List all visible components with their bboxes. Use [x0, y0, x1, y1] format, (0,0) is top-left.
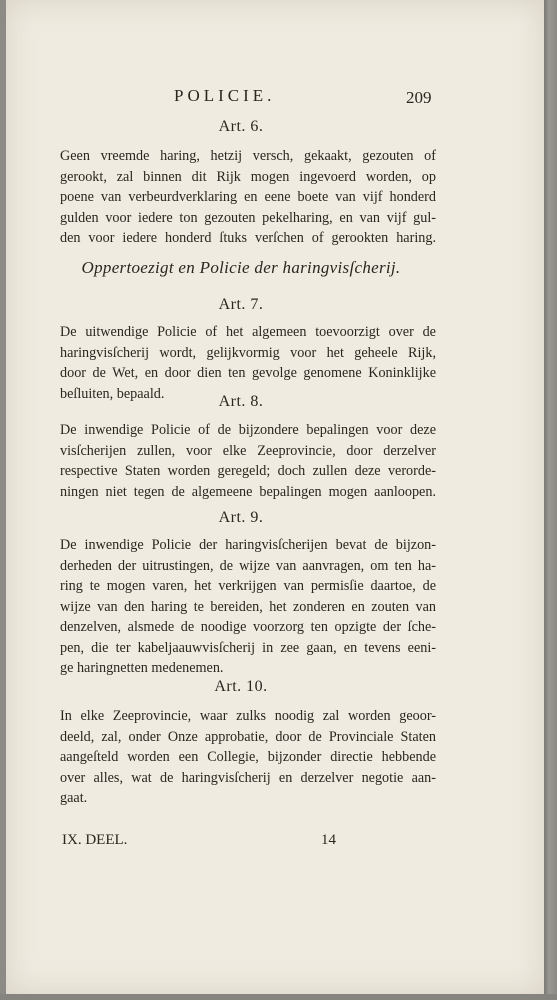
article-8-text — [60, 420, 436, 502]
article-8-line: ningen niet tegen de algemeene bepalingen mogen aanloopen. — [60, 483, 436, 500]
article-6-line: den voor iedere honderd ſtuks verſchen of gerookten haring. — [60, 230, 436, 246]
volume-label: IX. DEEL. — [62, 832, 128, 848]
article-6-text — [60, 146, 436, 249]
article-7-text — [60, 322, 436, 404]
article-10-line: aangeſteld worden een Collegie, bijzonder directie hebbende — [60, 749, 436, 765]
article-6-line: gerookt, zal binnen dit Rijk mogen ingevoerd worden, op — [60, 168, 436, 185]
article-8-line: respective Staten worden geregeld; doch zullen deze verorde- — [60, 463, 436, 479]
page-header — [6, 86, 544, 110]
article-9-line: De inwendige Policie der haringvisſcherijen bevat de bijzon- — [60, 537, 436, 553]
signature-mark: 14 — [321, 832, 336, 848]
article-9-line: ring te mogen varen, het verkrijgen van permisſie daartoe, de — [60, 578, 436, 594]
page-edge — [544, 0, 557, 1000]
article-8-line: visſcherijen zullen, voor elke Zeeprovincie, door derzelver — [60, 442, 436, 459]
article-7-heading: Art. 7. — [218, 296, 264, 313]
article-10-line: deeld, zal, onder Onze approbatie, door de Provinciale Staten — [60, 728, 436, 745]
article-9-line: pen, die ter kabeljaauwvisſcherij in zee gaan, en tevens eeni- — [60, 639, 436, 656]
article-9-line: derheden der uitrustingen, de wijze van aanvragen, om ten ha- — [60, 557, 436, 574]
article-6-line: gulden voor iedere ton gezouten pekelharing, en van vijf gul- — [60, 209, 436, 226]
article-8-heading: Art. 8. — [218, 393, 264, 410]
article-9-text — [60, 535, 436, 679]
article-9-heading: Art. 9. — [218, 509, 264, 526]
article-10-text — [60, 706, 436, 809]
running-head: POLICIE. — [174, 86, 276, 105]
article-9-line: ge haringnetten medenemen. — [60, 660, 224, 676]
article-9-line: denzelven, alsmede de noodige voorzorg ten opzigte der ſche- — [60, 619, 436, 635]
article-10-heading: Art. 10. — [214, 678, 268, 695]
section-heading: Oppertoezigt en Policie der haringvisſcherij. — [81, 258, 401, 277]
article-7-line: beſluiten, bepaald. — [60, 385, 165, 402]
article-6-line: poene van verbeurdverklaring en eene boete van vijf honderd — [60, 189, 436, 205]
article-7-line: haringvisſcherij wordt, gelijkvormig voor het geheele Rijk, — [60, 344, 436, 361]
article-6-heading: Art. 6. — [218, 118, 264, 135]
page-bottom-edge — [0, 994, 557, 1000]
article-6-line: Geen vreemde haring, hetzij versch, gekaakt, gezouten of — [60, 148, 436, 164]
book-page — [6, 0, 546, 994]
page-footer — [6, 832, 544, 854]
article-7-line: door de Wet, en door dien ten gevolge genomene Koninklijke — [60, 365, 436, 381]
article-9-line: wijze van den haring te bereiden, het zonderen en zouten van — [60, 598, 436, 615]
article-10-line: In elke Zeeprovincie, waar zulks noodig zal worden geoor- — [60, 708, 436, 724]
page-number: 209 — [406, 88, 432, 107]
article-10-line: gaat. — [60, 790, 88, 806]
article-7-line: De uitwendige Policie of het algemeen toevoorzigt over de — [60, 324, 436, 340]
article-8-line: De inwendige Policie of de bijzondere bepalingen voor deze — [60, 422, 436, 438]
article-10-line: over alles, wat de haringvisſcherij en derzelver negotie aan- — [60, 769, 436, 786]
